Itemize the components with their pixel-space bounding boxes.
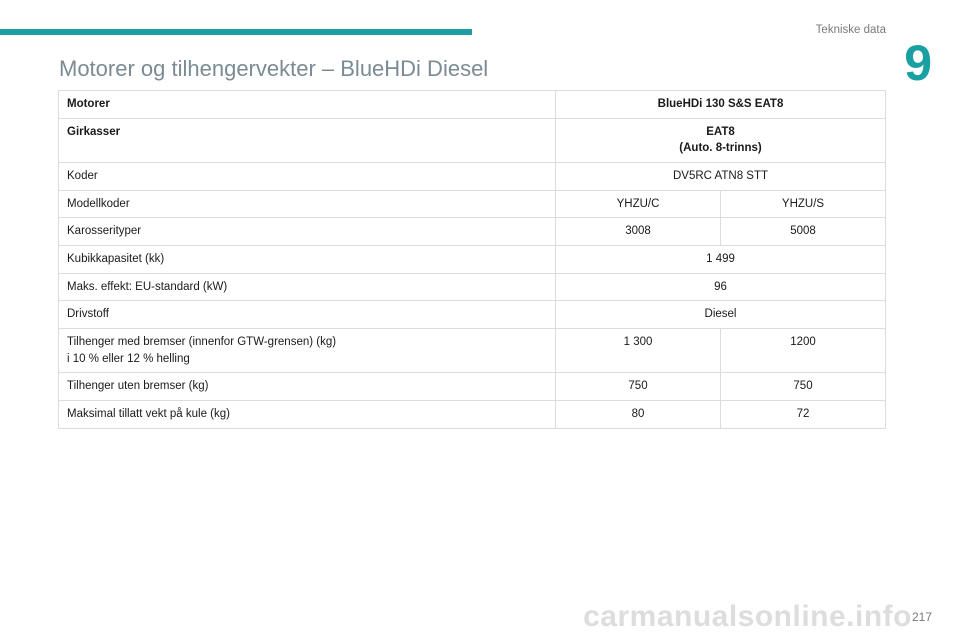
row-value: 96 <box>556 273 886 301</box>
row-value: DV5RC ATN8 STT <box>556 163 886 191</box>
row-value: 750 <box>721 373 886 401</box>
table-row <box>59 373 886 401</box>
table-row <box>59 163 886 191</box>
row-label <box>59 329 556 373</box>
row-value <box>556 118 886 162</box>
table-row <box>59 190 886 218</box>
table-row <box>59 218 886 246</box>
watermark: carmanualsonline.info <box>583 600 912 633</box>
gearbox-line-1: EAT8 <box>706 125 735 138</box>
row-label: Karosserityper <box>59 218 556 246</box>
table-row <box>59 118 886 162</box>
row-label: Drivstoff <box>59 301 556 329</box>
page-title: Motorer og tilhengervekter – BlueHDi Diesel <box>59 56 489 81</box>
table-row <box>59 401 886 429</box>
row-value: 750 <box>556 373 721 401</box>
row-value: 1200 <box>721 329 886 373</box>
table-row <box>59 91 886 119</box>
section-name: Tekniske data <box>815 24 886 36</box>
row-label: Modellkoder <box>59 190 556 218</box>
row-label: Koder <box>59 163 556 191</box>
row-label: Girkasser <box>59 118 556 162</box>
braked-trailer-line-2: i 10 % eller 12 % helling <box>67 352 190 365</box>
row-value: 5008 <box>721 218 886 246</box>
row-value: YHZU/C <box>556 190 721 218</box>
row-value: 3008 <box>556 218 721 246</box>
header-accent-bar <box>0 29 472 35</box>
spec-table <box>58 90 886 429</box>
row-value: 80 <box>556 401 721 429</box>
page-number: 217 <box>911 610 932 624</box>
row-value: YHZU/S <box>721 190 886 218</box>
row-label: Maksimal tillatt vekt på kule (kg) <box>59 401 556 429</box>
chapter-number: 9 <box>904 35 932 91</box>
table-row <box>59 273 886 301</box>
row-value: BlueHDi 130 S&S EAT8 <box>556 91 886 119</box>
row-label: Tilhenger uten bremser (kg) <box>59 373 556 401</box>
table-row <box>59 246 886 274</box>
table-row <box>59 301 886 329</box>
row-label: Motorer <box>59 91 556 119</box>
braked-trailer-line-1: Tilhenger med bremser (innenfor GTW-grensen) (kg) <box>67 336 337 349</box>
gearbox-line-2: (Auto. 8-trinns) <box>679 142 762 155</box>
table-row <box>59 329 886 373</box>
row-label: Maks. effekt: EU-standard (kW) <box>59 273 556 301</box>
row-value: 1 499 <box>556 246 886 274</box>
row-value: 1 300 <box>556 329 721 373</box>
row-value: Diesel <box>556 301 886 329</box>
row-value: 72 <box>721 401 886 429</box>
row-label: Kubikkapasitet (kk) <box>59 246 556 274</box>
